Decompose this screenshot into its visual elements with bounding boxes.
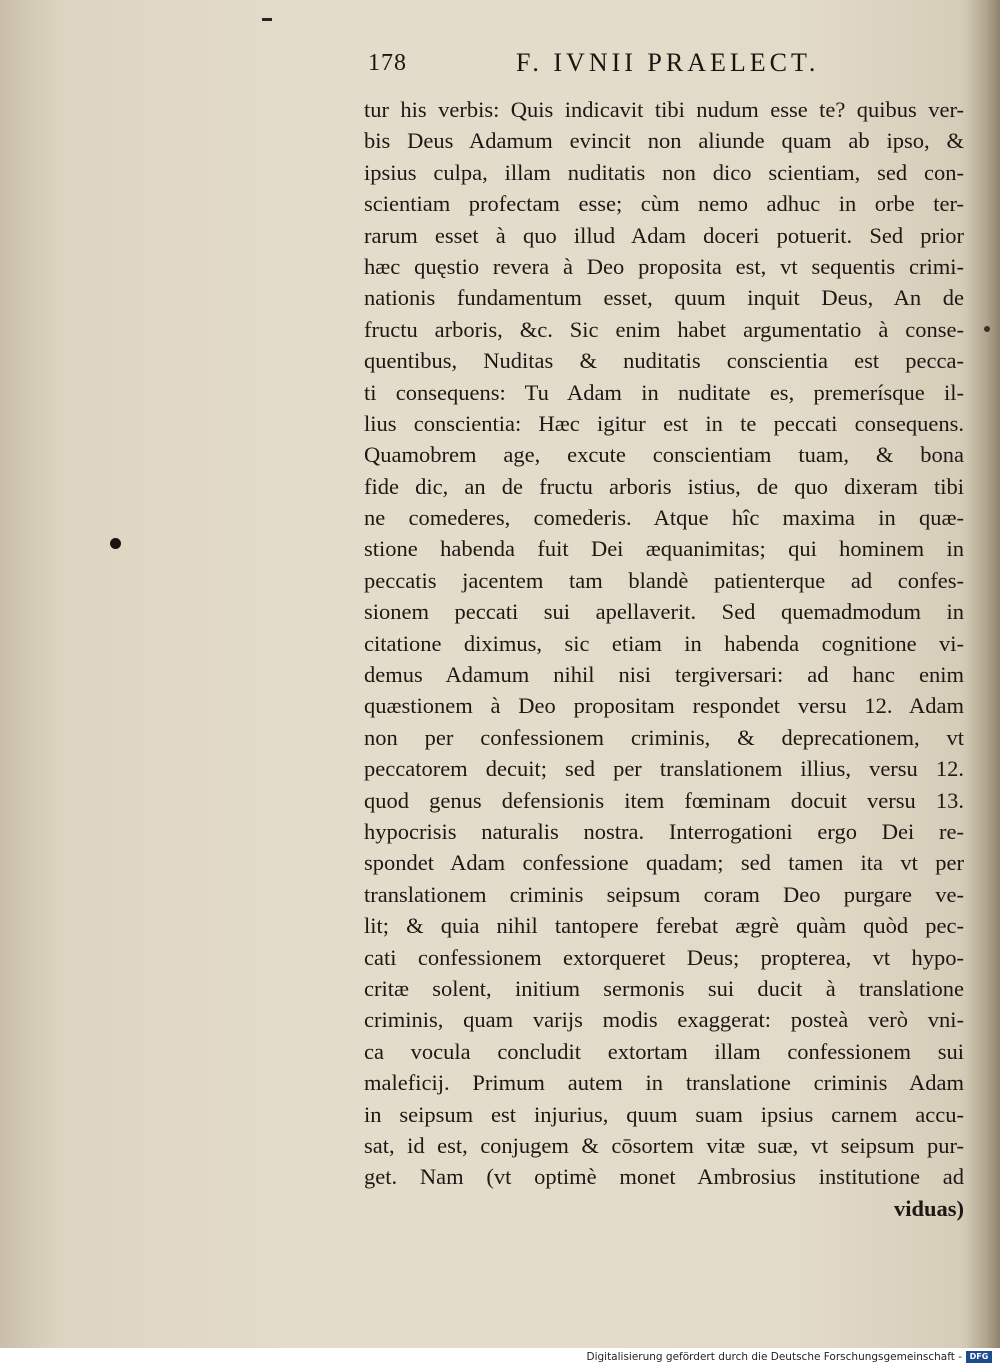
text-line: hypocrisis naturalis nostra. Interrogationi ergo Dei re- (364, 818, 964, 844)
running-head (366, 50, 866, 84)
text-line: quæstionem à Deo propositam respondet versu 12. Adam (364, 693, 964, 719)
running-head-title: F. IVNII PRAELECT. (516, 48, 820, 77)
text-line: maleficij. Primum autem in translatione criminis Adam (364, 1070, 964, 1096)
text-line: lit; & quia nihil tantopere ferebat ægrè quàm quòd pec- (364, 913, 964, 939)
text-line: peccatis jacentem tam blandè patienterque ad confes- (364, 567, 964, 593)
text-line: peccatorem decuit; sed per translationem illius, versu 12. (364, 756, 964, 782)
text-line: ca vocula concludit extortam illam confessionem sui (364, 1038, 964, 1064)
text-line: rarum esset à quo illud Adam doceri potuerit. Sed prior (364, 222, 964, 248)
text-line: critæ solent, initium sermonis sui ducit à translatione (364, 975, 964, 1001)
text-line: lius conscientia: Hæc igitur est in te peccati consequens. (364, 410, 964, 436)
ink-mark (262, 18, 272, 21)
text-line: quentibus, Nuditas & nuditatis conscientia est pecca- (364, 348, 964, 374)
text-line: nationis fundamentum esset, quum inquit Deus, An de (364, 285, 964, 311)
dfg-logo-icon: DFG (966, 1351, 992, 1363)
text-line: in seipsum est injurius, quum suam ipsius carnem accu- (364, 1101, 964, 1127)
text-line: cati confessionem extorqueret Deus; propterea, vt hypo- (364, 944, 964, 970)
text-line: bis Deus Adamum evincit non aliunde quam ab ipso, & (364, 128, 964, 154)
ink-dot-left (110, 538, 121, 549)
text-line: Quamobrem age, excute conscientiam tuam, & bona (364, 442, 964, 468)
text-line: translationem criminis seipsum coram Deo purgare ve- (364, 881, 964, 907)
text-line: fide dic, an de fructu arboris istius, de quo dixeram tibi (364, 473, 964, 499)
text-line: sionem peccati sui apellaverit. Sed quemadmodum in (364, 599, 964, 625)
text-line: tur his verbis: Quis indicavit tibi nudum esse te? quibus ver- (364, 97, 964, 122)
text-line: demus Adamum nihil nisi tergiversari: ad hanc enim (364, 662, 964, 688)
text-line: non per confessionem criminis, & deprecationem, vt (364, 724, 964, 750)
text-line: criminis, quam varijs modis exaggerat: posteà verò vni- (364, 1007, 964, 1033)
text-line: hæc quęstio revera à Deo proposita est, vt sequentis crimi- (364, 253, 964, 279)
funding-notice: Digitalisierung gefördert durch die Deutsche Forschungsgemeinschaft - (586, 1351, 962, 1363)
ink-dot-right (984, 326, 990, 332)
body-text (364, 94, 964, 1224)
text-line: fructu arboris, &c. Sic enim habet argumentatio à conse- (364, 316, 964, 342)
page-edge-shadow (966, 0, 1000, 1348)
catchword: viduas) (893, 1195, 964, 1221)
text-line: quod genus defensionis item fœminam docuit versu 13. (364, 787, 964, 813)
text-line: get. Nam (vt optimè monet Ambrosius institutione ad (364, 1164, 964, 1190)
text-line: spondet Adam confessione quadam; sed tamen ita vt per (364, 850, 964, 876)
text-line: citatione diximus, sic etiam in habenda cognitione vi- (364, 630, 964, 656)
text-line: sat, id est, conjugem & cōsortem vitæ suæ, vt seipsum pur- (364, 1132, 964, 1158)
page-number: 178 (368, 50, 407, 76)
text-line: scientiam profectam esse; cùm nemo adhuc in orbe ter- (364, 191, 964, 217)
text-line: stione habenda fuit Dei æquanimitas; qui hominem in (364, 536, 964, 562)
text-line: ti consequens: Tu Adam in nuditate es, premerísque il- (364, 379, 964, 405)
text-line: ipsius culpa, illam nuditatis non dico scientiam, sed con- (364, 159, 964, 185)
text-line: ne comederes, comederis. Atque hîc maxima in quæ- (364, 505, 964, 531)
footer-bar (0, 1348, 1000, 1366)
